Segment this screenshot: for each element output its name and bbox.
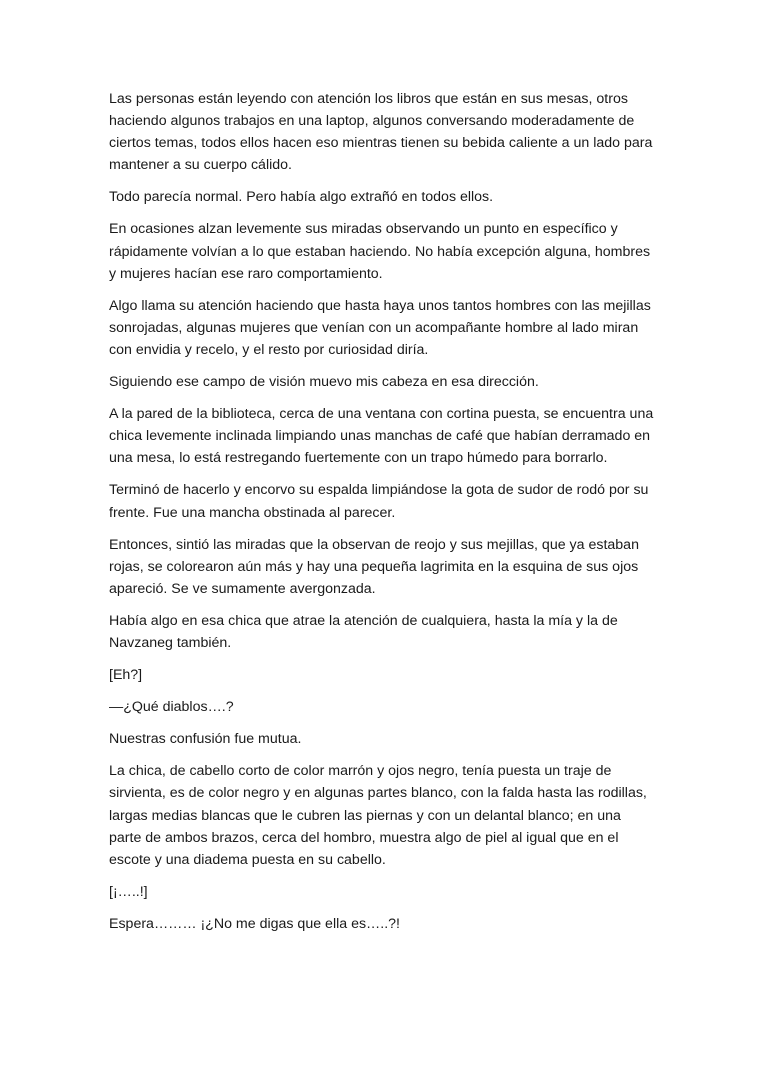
paragraph-4: Algo llama su atención haciendo que hasta haya unos tantos hombres con las mejillas sonrojadas, algunas mujeres que venían con un acompañante hombre al lado miran con envidia y recelo, y el resto por curiosidad diría. [109,297,651,358]
paragraph-5: Siguiendo ese campo de visión muevo mis cabeza en esa dirección. [109,374,539,391]
paragraph-10: [Eh?] [109,667,143,684]
paragraph-8: Entonces, sintió las miradas que la observan de reojo y sus mejillas, que ya estaban rojas, se colorearon aún más y hay una pequeña lagrimita en la esquina de sus ojos apareció. Se ve sumamente avergonzada. [109,536,639,597]
paragraph-9: Había algo en esa chica que atrae la atención de cualquiera, hasta la mía y la de Navzaneg también. [109,612,618,651]
document-body [109,88,654,945]
paragraph-1: Las personas están leyendo con atención los libros que están en sus mesas, otros haciendo algunos trabajos en una laptop, algunos conversando moderadamente de ciertos temas, todos ellos hacen eso mientras tienen su bebida caliente a un lado para mantener a su cuerpo cálido. [109,91,653,174]
paragraph-13: La chica, de cabello corto de color marrón y ojos negro, tenía puesta un traje de sirvienta, es de color negro y en algunas partes blanco, con la falda hasta las rodillas, largas medias blancas que le cubren las piernas y con un delantal blanco; en una parte de ambos brazos, cerca del hombro, muestra algo de piel al igual que en el escote y una diadema puesta en su cabello. [109,763,647,868]
paragraph-6: A la pared de la biblioteca, cerca de una ventana con cortina puesta, se encuentra una chica levemente inclinada limpiando unas manchas de café que habían derramado en una mesa, lo está restregando fuertemente con un trapo húmedo para borrarlo. [109,406,654,467]
paragraph-14: [¡…..!] [109,883,148,900]
paragraph-15: Espera……… ¡¿No me digas que ella es…..?! [109,915,400,932]
paragraph-3: En ocasiones alzan levemente sus miradas observando un punto en específico y rápidamente volvían a lo que estaban haciendo. No había excepción alguna, hombres y mujeres hacían ese raro comportamiento. [109,221,651,282]
paragraph-12: Nuestras confusión fue mutua. [109,731,302,748]
paragraph-2: Todo parecía normal. Pero había algo extrañó en todos ellos. [109,189,494,206]
paragraph-7: Terminó de hacerlo y encorvo su espalda limpiándose la gota de sudor de rodó por su frente. Fue una mancha obstinada al parecer. [109,482,649,521]
paragraph-11: —¿Qué diablos….? [109,699,234,716]
